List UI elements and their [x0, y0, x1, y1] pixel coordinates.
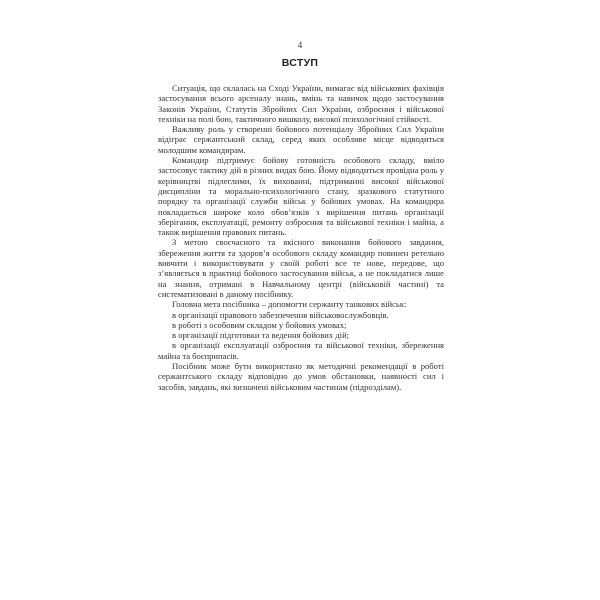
paragraph: Командир підтримує бойову готовність особового складу, вміло застосовує тактику дій в різних видах бою. Йому відводиться провідна роль у керівництві підлеглими, їх вихованні, підтриманні високої військової дисципліни та морально-психологічного стану, зразкового статутного порядку та організації служби військ у бойових умовах. На командира покладається широке коло обов’язків з вирішення питань організації зберігання, експлуатації, ремонту озброєння та військової техніки і майна, а також вирішення правових питань. [158, 155, 444, 238]
body-text [158, 83, 444, 392]
list-item: в організації експлуатації озброєння та військової техніки, збереження майна та боєприпасів. [158, 340, 444, 361]
paragraph: З метою своєчасного та якісного виконання бойового завдання, збереження життя та здоров’я особового складу командир повинен ретельно вивчити і використовувати у своїй роботі все те нове, передове, що з’являється в практиці бойового застосування військ, а не покладатися лише на знання, отримані в Навчальному центрі (військовій частині) та систематизовані в даному посібнику. [158, 237, 444, 299]
page-number: 4 [297, 40, 303, 50]
closing-paragraph: Посібник може бути використано як методичні рекомендації в роботі сержантського складу відповідно до умов обстановки, наявності сил і засобів, завдань, які визначені військовим частинам (підрозділам). [158, 361, 444, 392]
section-heading: ВСТУП [281, 57, 319, 69]
paragraph: Важливу роль у створенні бойового потенціалу Збройних Сил України відіграє сержантський склад, серед яких особливе місце відводиться молодшим командирам. [158, 124, 444, 155]
list-item: в роботі з особовим складом у бойових умовах; [172, 319, 347, 330]
list-item: в організації підготовки та ведення бойових дій; [172, 330, 350, 341]
paragraph: Ситуація, що склалась на Сході України, вимагає від військових фахівців застосування всього арсеналу знань, вмінь та навичок щодо застосування Законів України, Статутів Збройних Сил України, озброєння і військової техніки на полі бою, тактичного вишколу, високої психологічної стійкості. [158, 83, 444, 124]
list-item: в організації правового забезпечення військовослужбовців. [172, 309, 389, 320]
paragraph: Головна мета посібника – допомогти сержанту танкових військ: [172, 299, 407, 310]
